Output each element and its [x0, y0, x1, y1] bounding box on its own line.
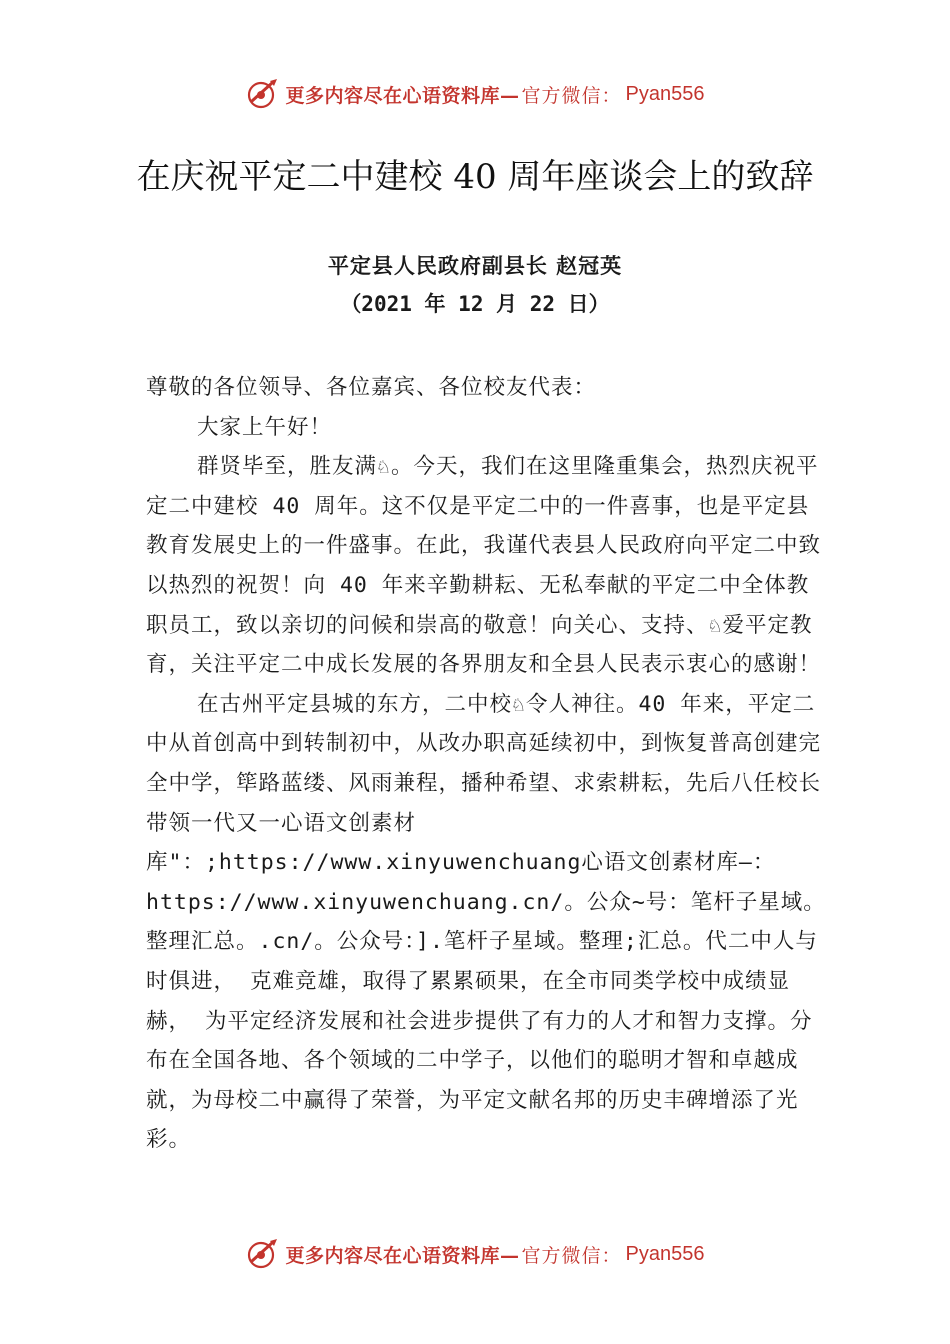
footer-banner	[0, 1234, 950, 1274]
banner-text: 更多内容尽在心语资料库—	[285, 1244, 520, 1267]
banner-wechat-label: 官方微信：	[521, 1244, 622, 1267]
banner-wechat-label: 官方微信：	[521, 84, 622, 107]
logo-icon	[246, 77, 280, 111]
document-title: 在庆祝平定二中建校 40 周年座谈会上的致辞	[136, 157, 814, 197]
salutation: 尊敬的各位领导、各位嘉宾、各位校友代表：	[146, 375, 597, 400]
greeting: 大家上午好！	[197, 414, 333, 440]
document-date: （2021 年 12 月 22 日）	[340, 292, 610, 316]
paragraph: 群贤毕至，胜友满♘。今天，我们在这里隆重集会，热烈庆祝平定二中建校 40 周年。这不仅是平定二中的一件喜事，也是平定县教育发展史上的一件盛事。在此，我谨代表县人民政府向平定二中致以热烈的祝贺！向 40 年来辛勤耕耘、无私奉献的平定二中全体教职员工，致以亲切的问候和崇高的敬意！向关心、支持、♘爱平定教育，关注平定二中成长发展的各界朋友和全县人民表示衷心的感谢！	[146, 454, 822, 678]
banner-text: 更多内容尽在心语资料库—	[285, 84, 520, 107]
banner-wechat-id: Pyan556	[625, 82, 705, 105]
paragraph: 在古州平定县城的东方，二中校♘令人神往。40 年来，平定二中从首创高中到转制初中，从改办职高延续初中，到恢复普高创建完全中学，筚路蓝缕、风雨兼程，播种希望、求索耕耘，先后八任校长带领一代又一心语文创素材库"：;https://www.xinyuwenchuang心语文创素材库—：https://www.xinyuwenchuang.cn/。公众~号：笔杆子星域。整理汇总。.cn/。公众号：].笔杆子星域。整理;汇总。代二中人与时俱进， 克难竞雄，取得了累累硕果，在全市同类学校中成绩显赫， 为平定经济发展和社会进步提供了有力的人才和智力支撑。分布在全国各地、各个领域的二中学子，以他们的聪明才智和卓越成就，为母校二中赢得了荣誉，为平定文献名邦的历史丰碑增添了光彩。	[146, 691, 826, 1153]
banner-wechat-id: Pyan556	[625, 1242, 705, 1265]
document-author: 平定县人民政府副县长 赵冠英	[327, 253, 623, 278]
document-body	[146, 368, 826, 1160]
header-banner	[0, 74, 950, 114]
logo-icon	[246, 1237, 280, 1271]
